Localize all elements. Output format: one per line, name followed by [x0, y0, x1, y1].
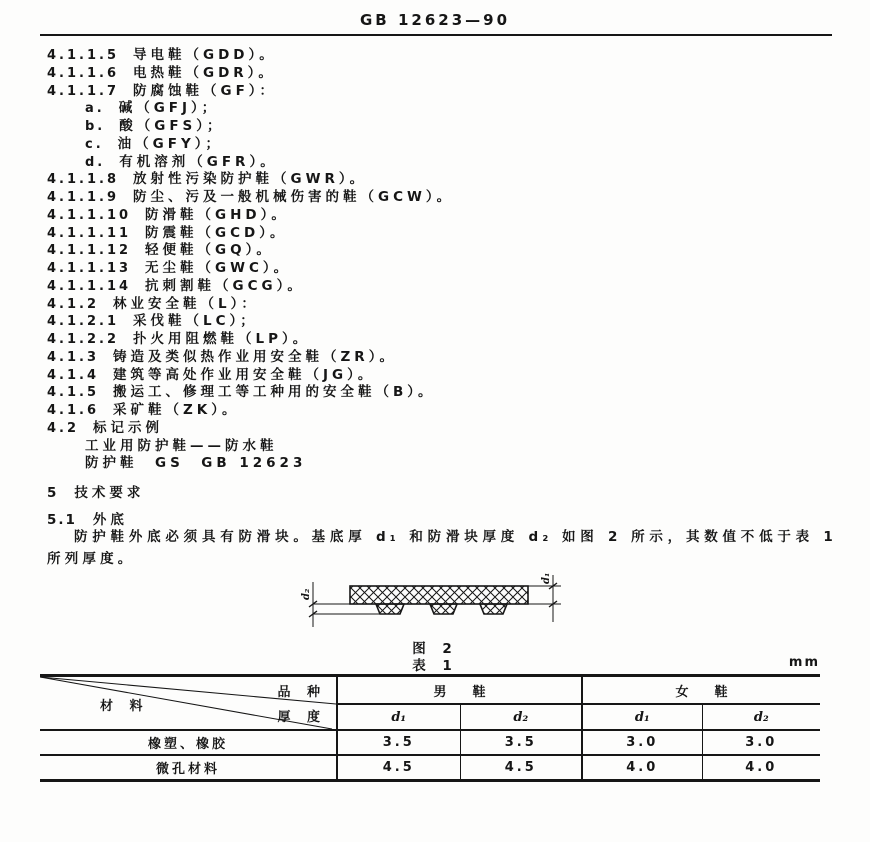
- clause-text: 搬运工、修理工等工种用的安全鞋（B）。: [113, 384, 436, 401]
- clause-text: 有机溶剂（GFR）。: [119, 153, 278, 170]
- value-cell: 3.5: [337, 730, 460, 755]
- section-title: 技术要求: [74, 485, 145, 501]
- material-cell: 微孔材料: [40, 755, 337, 781]
- clause-text: 防震鞋（GCD）。: [145, 224, 288, 241]
- clause-text: 林业安全鞋（L）：: [113, 295, 259, 312]
- clause-text: 轻便鞋（GQ）。: [145, 242, 274, 259]
- material-cell: 橡塑、橡胶: [40, 730, 337, 755]
- clause-number: 4.1.1.13: [47, 261, 132, 276]
- clause-number: 4.1.2: [47, 296, 100, 312]
- marking-example-line: [85, 438, 454, 456]
- section-5-1-heading: [47, 508, 128, 528]
- list-item: [47, 384, 454, 402]
- clause-text: 导电鞋（GDD）。: [133, 47, 277, 63]
- clause-text: 防腐蚀鞋（GF）：: [133, 82, 278, 99]
- group-header-women: 女 鞋: [582, 676, 820, 705]
- unit-label: mm: [788, 655, 820, 670]
- clause-number: 4.1.1.6: [47, 65, 119, 81]
- list-item: [85, 100, 454, 118]
- value-cell: 4.5: [337, 755, 460, 781]
- list-item: [47, 331, 454, 349]
- list-item: [47, 207, 454, 225]
- table-row: [40, 755, 820, 781]
- list-item: [47, 65, 454, 83]
- clause-number: 4.1.1.7: [47, 83, 119, 99]
- outsole-requirement-paragraph: 防护鞋外底必须具有防滑块。基底厚 d₁ 和防滑块厚度 d₂ 如图 2 所示，其数值不低于表 1 所列厚度。: [47, 529, 837, 567]
- clause-number: 4.1.2.2: [47, 332, 119, 347]
- table-row: [40, 730, 820, 755]
- value-cell: 4.5: [460, 755, 582, 781]
- clause-number: 4.1.1.12: [47, 243, 132, 259]
- clause-number: 4.1.6: [47, 403, 100, 418]
- clause-number: c.: [85, 136, 104, 152]
- clause-number: 4.1.1.5: [47, 48, 119, 63]
- section-5-heading: [47, 481, 144, 501]
- list-item: [47, 296, 454, 314]
- clause-number: a.: [85, 101, 105, 117]
- value-cell: 4.0: [582, 755, 702, 781]
- list-item: [85, 154, 454, 172]
- clause-text: 铸造及类似热作业用安全鞋（ZR）。: [113, 348, 397, 365]
- page-header-title: GB 12623—90: [359, 11, 511, 29]
- sole-base-slab: [350, 586, 528, 604]
- value-cell: 3.5: [460, 730, 582, 755]
- figure-caption: 图 2: [412, 641, 458, 657]
- sole-cross-section-drawing: [288, 570, 588, 638]
- list-item: [47, 349, 454, 367]
- clause-text: 碱（GFJ）；: [118, 100, 220, 117]
- anti-slip-lug: [480, 604, 507, 614]
- clause-number: 4.1.1.11: [47, 225, 132, 241]
- clause-text: 扑火用阻燃鞋（LP）。: [133, 331, 311, 347]
- thickness-spec-table: [40, 674, 820, 782]
- clause-number: 4.2: [47, 420, 80, 436]
- clause-number: 4.1.4: [47, 367, 100, 383]
- list-item: [47, 189, 454, 207]
- clause-list: [47, 47, 454, 473]
- group-header-men: 男 鞋: [337, 676, 582, 705]
- section-number: 5: [47, 485, 59, 501]
- clause-number: 4.1.1.8: [47, 172, 119, 188]
- list-item: [47, 402, 454, 420]
- clause-number: 4.1.1.10: [47, 207, 132, 223]
- section-title: 外底: [92, 512, 128, 528]
- subheader-men-d1: d₁: [337, 704, 460, 730]
- section-number: 5.1: [47, 512, 77, 528]
- clause-number: b.: [85, 119, 106, 134]
- list-item: [47, 313, 454, 331]
- list-item: [47, 83, 454, 101]
- corner-label-product: 品 种: [277, 685, 326, 700]
- list-item: [47, 47, 454, 65]
- clause-text: 抗刺割鞋（GCG）。: [145, 277, 305, 294]
- list-item: [47, 367, 454, 385]
- list-item: [85, 118, 454, 136]
- clause-text: 防滑鞋（GHD）。: [145, 206, 289, 223]
- clause-text: 建筑等高处作业用安全鞋（JG）。: [113, 366, 376, 383]
- table-caption: 表 1: [412, 658, 458, 674]
- clause-text: 防尘、污及一般机械伤害的鞋（GCW）。: [133, 189, 455, 205]
- clause-text: 防护鞋 GS GB 12623: [85, 455, 307, 472]
- clause-text: 工业用防护鞋——防水鞋: [85, 437, 278, 454]
- dimension-label-d2: d₂: [301, 588, 312, 600]
- header-rule: [40, 34, 832, 36]
- clause-number: 4.1.1.14: [47, 278, 132, 294]
- value-cell: 3.0: [582, 730, 702, 755]
- clause-text: 电热鞋（GDR）。: [133, 64, 276, 81]
- clause-number: 4.1.3: [47, 349, 100, 365]
- value-cell: 3.0: [702, 730, 820, 755]
- clause-number: 4.1.2.1: [47, 314, 119, 330]
- clause-number: d.: [85, 154, 106, 170]
- clause-number: 4.1.1.9: [47, 190, 119, 205]
- list-item: [47, 260, 454, 278]
- anti-slip-lug: [430, 604, 457, 614]
- list-item: [47, 225, 454, 243]
- clause-text: 采伐鞋（LC）；: [133, 313, 258, 330]
- clause-text: 放射性污染防护鞋（GWR）。: [133, 171, 368, 188]
- value-cell: 4.0: [745, 760, 778, 775]
- subheader-women-d2: d₂: [702, 704, 820, 730]
- clause-text: 采矿鞋（ZK）。: [113, 402, 240, 418]
- sole-cross-section-figure: [288, 570, 588, 638]
- list-item: [85, 136, 454, 154]
- dimension-label-d1: d₁: [541, 572, 552, 584]
- subheader-women-d1: d₁: [582, 704, 702, 730]
- clause-text: 标记示例: [93, 419, 164, 436]
- corner-label-material: 材 料: [100, 699, 149, 714]
- list-item: [47, 278, 454, 296]
- anti-slip-lug: [376, 604, 404, 614]
- list-item: [47, 242, 454, 260]
- clause-number: 4.1.5: [47, 385, 100, 401]
- table-corner-cell: [40, 676, 337, 731]
- clause-text: 酸（GFS）；: [119, 118, 225, 134]
- clause-text: 油（GFY）；: [117, 135, 223, 152]
- marking-example-line: [85, 455, 454, 473]
- list-item: [47, 171, 454, 189]
- clause-text: 无尘鞋（GWC）。: [145, 260, 292, 276]
- subheader-men-d2: d₂: [460, 704, 582, 730]
- list-item: [47, 420, 454, 438]
- corner-label-thickness: 厚 度: [277, 710, 326, 725]
